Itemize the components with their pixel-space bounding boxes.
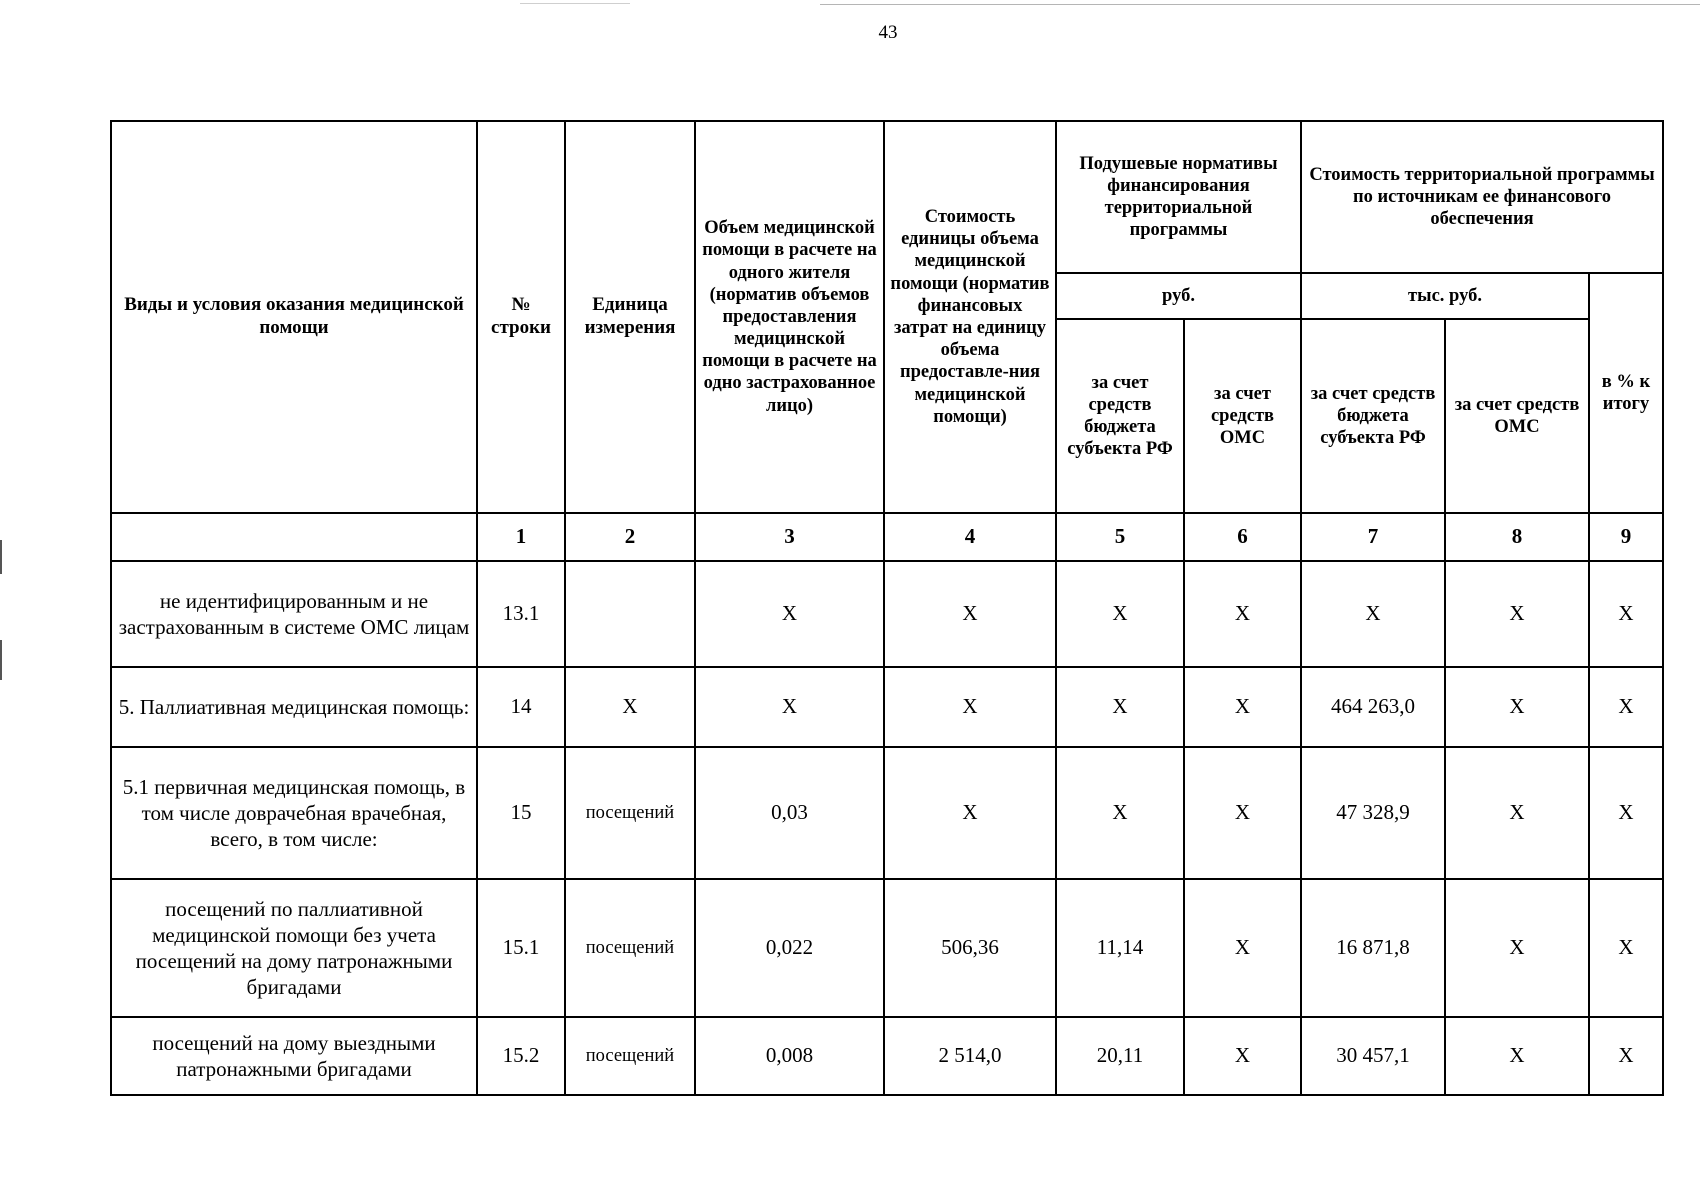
row-number: 13.1 [477, 561, 565, 667]
row-cost: Х [884, 561, 1056, 667]
header-unit: Единица измерения [565, 121, 695, 513]
header-oms-2: за счет средств ОМС [1445, 319, 1589, 513]
column-number: 7 [1301, 513, 1445, 561]
column-number: 9 [1589, 513, 1663, 561]
row-number: 15 [477, 747, 565, 879]
header-volume: Объем медицинской помощи в расчете на одного жителя (норматив объемов предоставления медицинской помощи в расчете на одно застрахованное лицо) [695, 121, 884, 513]
row-name: посещений на дому выездными патронажными бригадами [111, 1017, 477, 1095]
row-cost-budget: 47 328,9 [1301, 747, 1445, 879]
row-percent: Х [1589, 561, 1663, 667]
row-budget: 20,11 [1056, 1017, 1184, 1095]
scan-artifact-line [520, 3, 630, 4]
table-row [111, 879, 1663, 1017]
row-oms: Х [1184, 879, 1301, 1017]
financing-table [110, 120, 1664, 1096]
row-budget: Х [1056, 747, 1184, 879]
row-cost-oms: Х [1445, 747, 1589, 879]
row-percent: Х [1589, 667, 1663, 747]
header-budget-rf: за счет средств бюджета субъекта РФ [1056, 319, 1184, 513]
header-oms: за счет средств ОМС [1184, 319, 1301, 513]
row-cost-oms: Х [1445, 561, 1589, 667]
row-unit: посещений [565, 879, 695, 1017]
row-unit: Х [565, 667, 695, 747]
row-cost: 2 514,0 [884, 1017, 1056, 1095]
column-number-row [111, 513, 1663, 561]
header-per-capita: Подушевые нормативы финансирования территориальной программы [1056, 121, 1301, 273]
row-name: 5. Паллиативная медицинская помощь: [111, 667, 477, 747]
column-number: 4 [884, 513, 1056, 561]
row-oms: Х [1184, 667, 1301, 747]
row-unit: посещений [565, 747, 695, 879]
column-number: 3 [695, 513, 884, 561]
row-cost-oms: Х [1445, 1017, 1589, 1095]
column-number: 1 [477, 513, 565, 561]
row-cost-budget: Х [1301, 561, 1445, 667]
header-thous-rub: тыс. руб. [1301, 273, 1589, 319]
row-budget: Х [1056, 667, 1184, 747]
column-number: 5 [1056, 513, 1184, 561]
row-unit: посещений [565, 1017, 695, 1095]
row-name: посещений по паллиативной медицинской помощи без учета посещений на дому патронажными бригадами [111, 879, 477, 1017]
row-cost-budget: 16 871,8 [1301, 879, 1445, 1017]
row-cost-budget: 30 457,1 [1301, 1017, 1445, 1095]
row-percent: Х [1589, 879, 1663, 1017]
header-percent: в % к итогу [1589, 273, 1663, 513]
row-number: 15.2 [477, 1017, 565, 1095]
scan-margin-mark [0, 540, 2, 574]
row-volume: Х [695, 667, 884, 747]
table-row [111, 1017, 1663, 1095]
table-row [111, 561, 1663, 667]
scan-artifact-line [820, 4, 1700, 5]
page-number: 43 [878, 22, 898, 43]
row-volume: 0,03 [695, 747, 884, 879]
scan-margin-mark [0, 640, 2, 680]
table-row [111, 667, 1663, 747]
row-oms: Х [1184, 561, 1301, 667]
header-rub: руб. [1056, 273, 1301, 319]
row-oms: Х [1184, 747, 1301, 879]
header-kind: Виды и условия оказания медицинской помощи [111, 121, 477, 513]
row-cost: Х [884, 747, 1056, 879]
header-cost: Стоимость единицы объема медицинской помощи (норматив финансовых затрат на единицу объема предоставле-ния медицинской помощи) [884, 121, 1056, 513]
row-oms: Х [1184, 1017, 1301, 1095]
row-budget: Х [1056, 561, 1184, 667]
row-cost: Х [884, 667, 1056, 747]
header-program-cost: Стоимость территориальной программы по источникам ее финансового обеспечения [1301, 121, 1663, 273]
column-number: 6 [1184, 513, 1301, 561]
row-budget: 11,14 [1056, 879, 1184, 1017]
row-volume: 0,022 [695, 879, 884, 1017]
row-cost-oms: Х [1445, 667, 1589, 747]
row-volume: 0,008 [695, 1017, 884, 1095]
row-name: 5.1 первичная медицинская помощь, в том числе доврачебная врачебная, всего, в том числе: [111, 747, 477, 879]
column-number: 2 [565, 513, 695, 561]
row-percent: Х [1589, 1017, 1663, 1095]
header-budget-rf-2: за счет средств бюджета субъекта РФ [1301, 319, 1445, 513]
header-row-no: № строки [477, 121, 565, 513]
row-name: не идентифицированным и не застрахованным в системе ОМС лицам [111, 561, 477, 667]
row-number: 15.1 [477, 879, 565, 1017]
row-volume: Х [695, 561, 884, 667]
row-cost-oms: Х [1445, 879, 1589, 1017]
column-number: 8 [1445, 513, 1589, 561]
row-percent: Х [1589, 747, 1663, 879]
row-cost-budget: 464 263,0 [1301, 667, 1445, 747]
row-unit [565, 561, 695, 667]
column-number [111, 513, 477, 561]
row-cost: 506,36 [884, 879, 1056, 1017]
table-row [111, 747, 1663, 879]
row-number: 14 [477, 667, 565, 747]
